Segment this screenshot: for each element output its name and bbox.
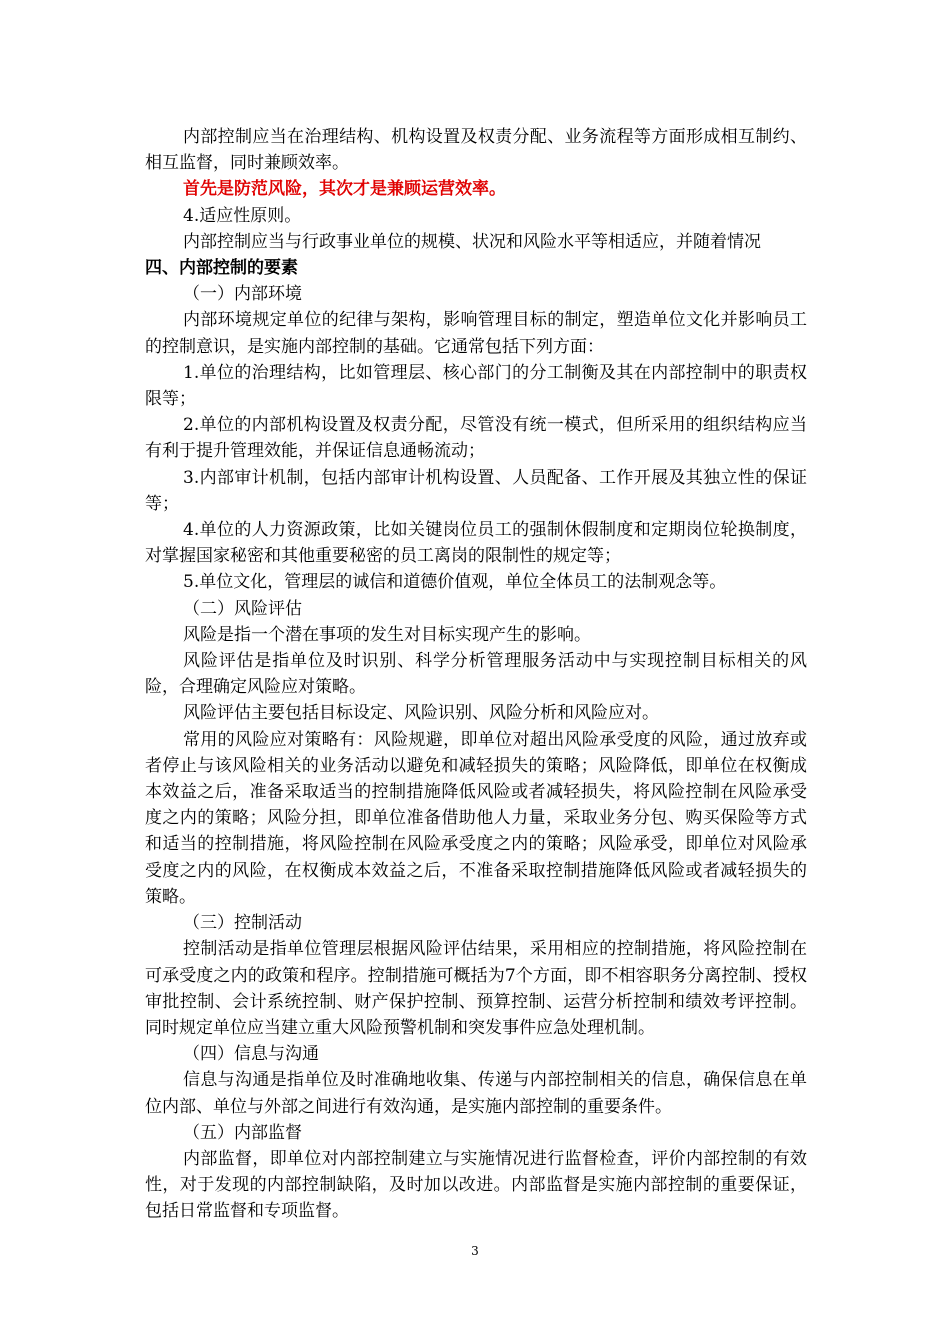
subheading-control-activities: （三）控制活动	[183, 913, 302, 934]
paragraph-internal-control-structure: 内部控制应当在治理结构、机构设置及权责分配、业务流程等方面形成相互制约、相互监督，同时兼顾效率。	[145, 127, 807, 174]
paragraph-risk-assessment-definition: 风险评估是指单位及时识别、科学分析管理服务活动中与实现控制目标相关的风险，合理确定风险应对策略。	[145, 651, 807, 698]
paragraph-adaptability-detail: 内部控制应当与行政事业单位的规模、状况和风险水平等相适应，并随着情况	[183, 231, 761, 252]
document-body	[145, 124, 807, 1225]
paragraph-information-communication: 信息与沟通是指单位及时准确地收集、传递与内部控制相关的信息，确保信息在单位内部、单位与外部之间进行有效沟通，是实施内部控制的重要条件。	[145, 1070, 807, 1117]
list-item-organization-setup: 2.单位的内部机构设置及权责分配，尽管没有统一模式，但所采用的组织结构应当有利于提升管理效能，并保证信息通畅流动；	[145, 415, 807, 462]
subheading-risk-assessment: （二）风险评估	[183, 598, 302, 619]
subheading-information-communication: （四）信息与沟通	[183, 1044, 319, 1065]
subheading-internal-supervision: （五）内部监督	[183, 1122, 302, 1143]
paragraph-risk-assessment-scope: 风险评估主要包括目标设定、风险识别、风险分析和风险应对。	[183, 703, 659, 724]
paragraph-risk-priority-highlight: 首先是防范风险，其次才是兼顾运营效率。	[183, 179, 506, 200]
list-item-hr-policy: 4.单位的人力资源政策，比如关键岗位员工的强制休假制度和定期岗位轮换制度，对掌握国家秘密和其他重要秘密的员工离岗的限制性的规定等；	[145, 520, 807, 567]
paragraph-internal-supervision: 内部监督，即单位对内部控制建立与实施情况进行监督检查，评价内部控制的有效性，对于发现的内部控制缺陷，及时加以改进。内部监督是实施内部控制的重要保证，包括日常监督和专项监督。	[145, 1148, 807, 1222]
paragraph-risk-definition: 风险是指一个潜在事项的发生对目标实现产生的影响。	[183, 624, 591, 645]
page-number: 3	[471, 1244, 479, 1258]
paragraph-adaptability-principle: 4.适应性原则。	[183, 205, 302, 226]
subheading-internal-environment: （一）内部环境	[183, 284, 302, 305]
paragraph-control-activities: 控制活动是指单位管理层根据风险评估结果，采用相应的控制措施，将风险控制在可承受度之内的政策和程序。控制措施可概括为7个方面，即不相容职务分离控制、授权审批控制、会计系统控制、财产保护控制、预算控制、运营分析控制和绩效考评控制。同时规定单位应当建立重大风险预警机制和突发事件应急处理机制。	[145, 939, 807, 1038]
section-heading-control-elements: 四、内部控制的要素	[145, 258, 298, 279]
list-item-governance-structure: 1.单位的治理结构，比如管理层、核心部门的分工制衡及其在内部控制中的职责权限等；	[145, 362, 807, 410]
list-item-unit-culture: 5.单位文化，管理层的诚信和道德价值观，单位全体员工的法制观念等。	[183, 572, 727, 593]
list-item-internal-audit: 3.内部审计机制，包括内部审计机构设置、人员配备、工作开展及其独立性的保证等；	[145, 467, 807, 514]
paragraph-internal-environment: 内部环境规定单位的纪律与架构，影响管理目标的制定，塑造单位文化并影响员工的控制意识，是实施内部控制的基础。它通常包括下列方面：	[145, 310, 807, 357]
paragraph-risk-response-strategies: 常用的风险应对策略有：风险规避，即单位对超出风险承受度的风险，通过放弃或者停止与该风险相关的业务活动以避免和减轻损失的策略；风险降低，即单位在权衡成本效益之后，准备采取适当的控制措施降低风险或者减轻损失，将风险控制在风险承受度之内的策略；风险分担，即单位准备借助他人力量，采取业务分包、购买保险等方式和适当的控制措施，将风险控制在风险承受度之内的策略；风险承受，即单位对风险承受度之内的风险，在权衡成本效益之后，不准备采取控制措施降低风险或者减轻损失的策略。	[145, 729, 807, 907]
